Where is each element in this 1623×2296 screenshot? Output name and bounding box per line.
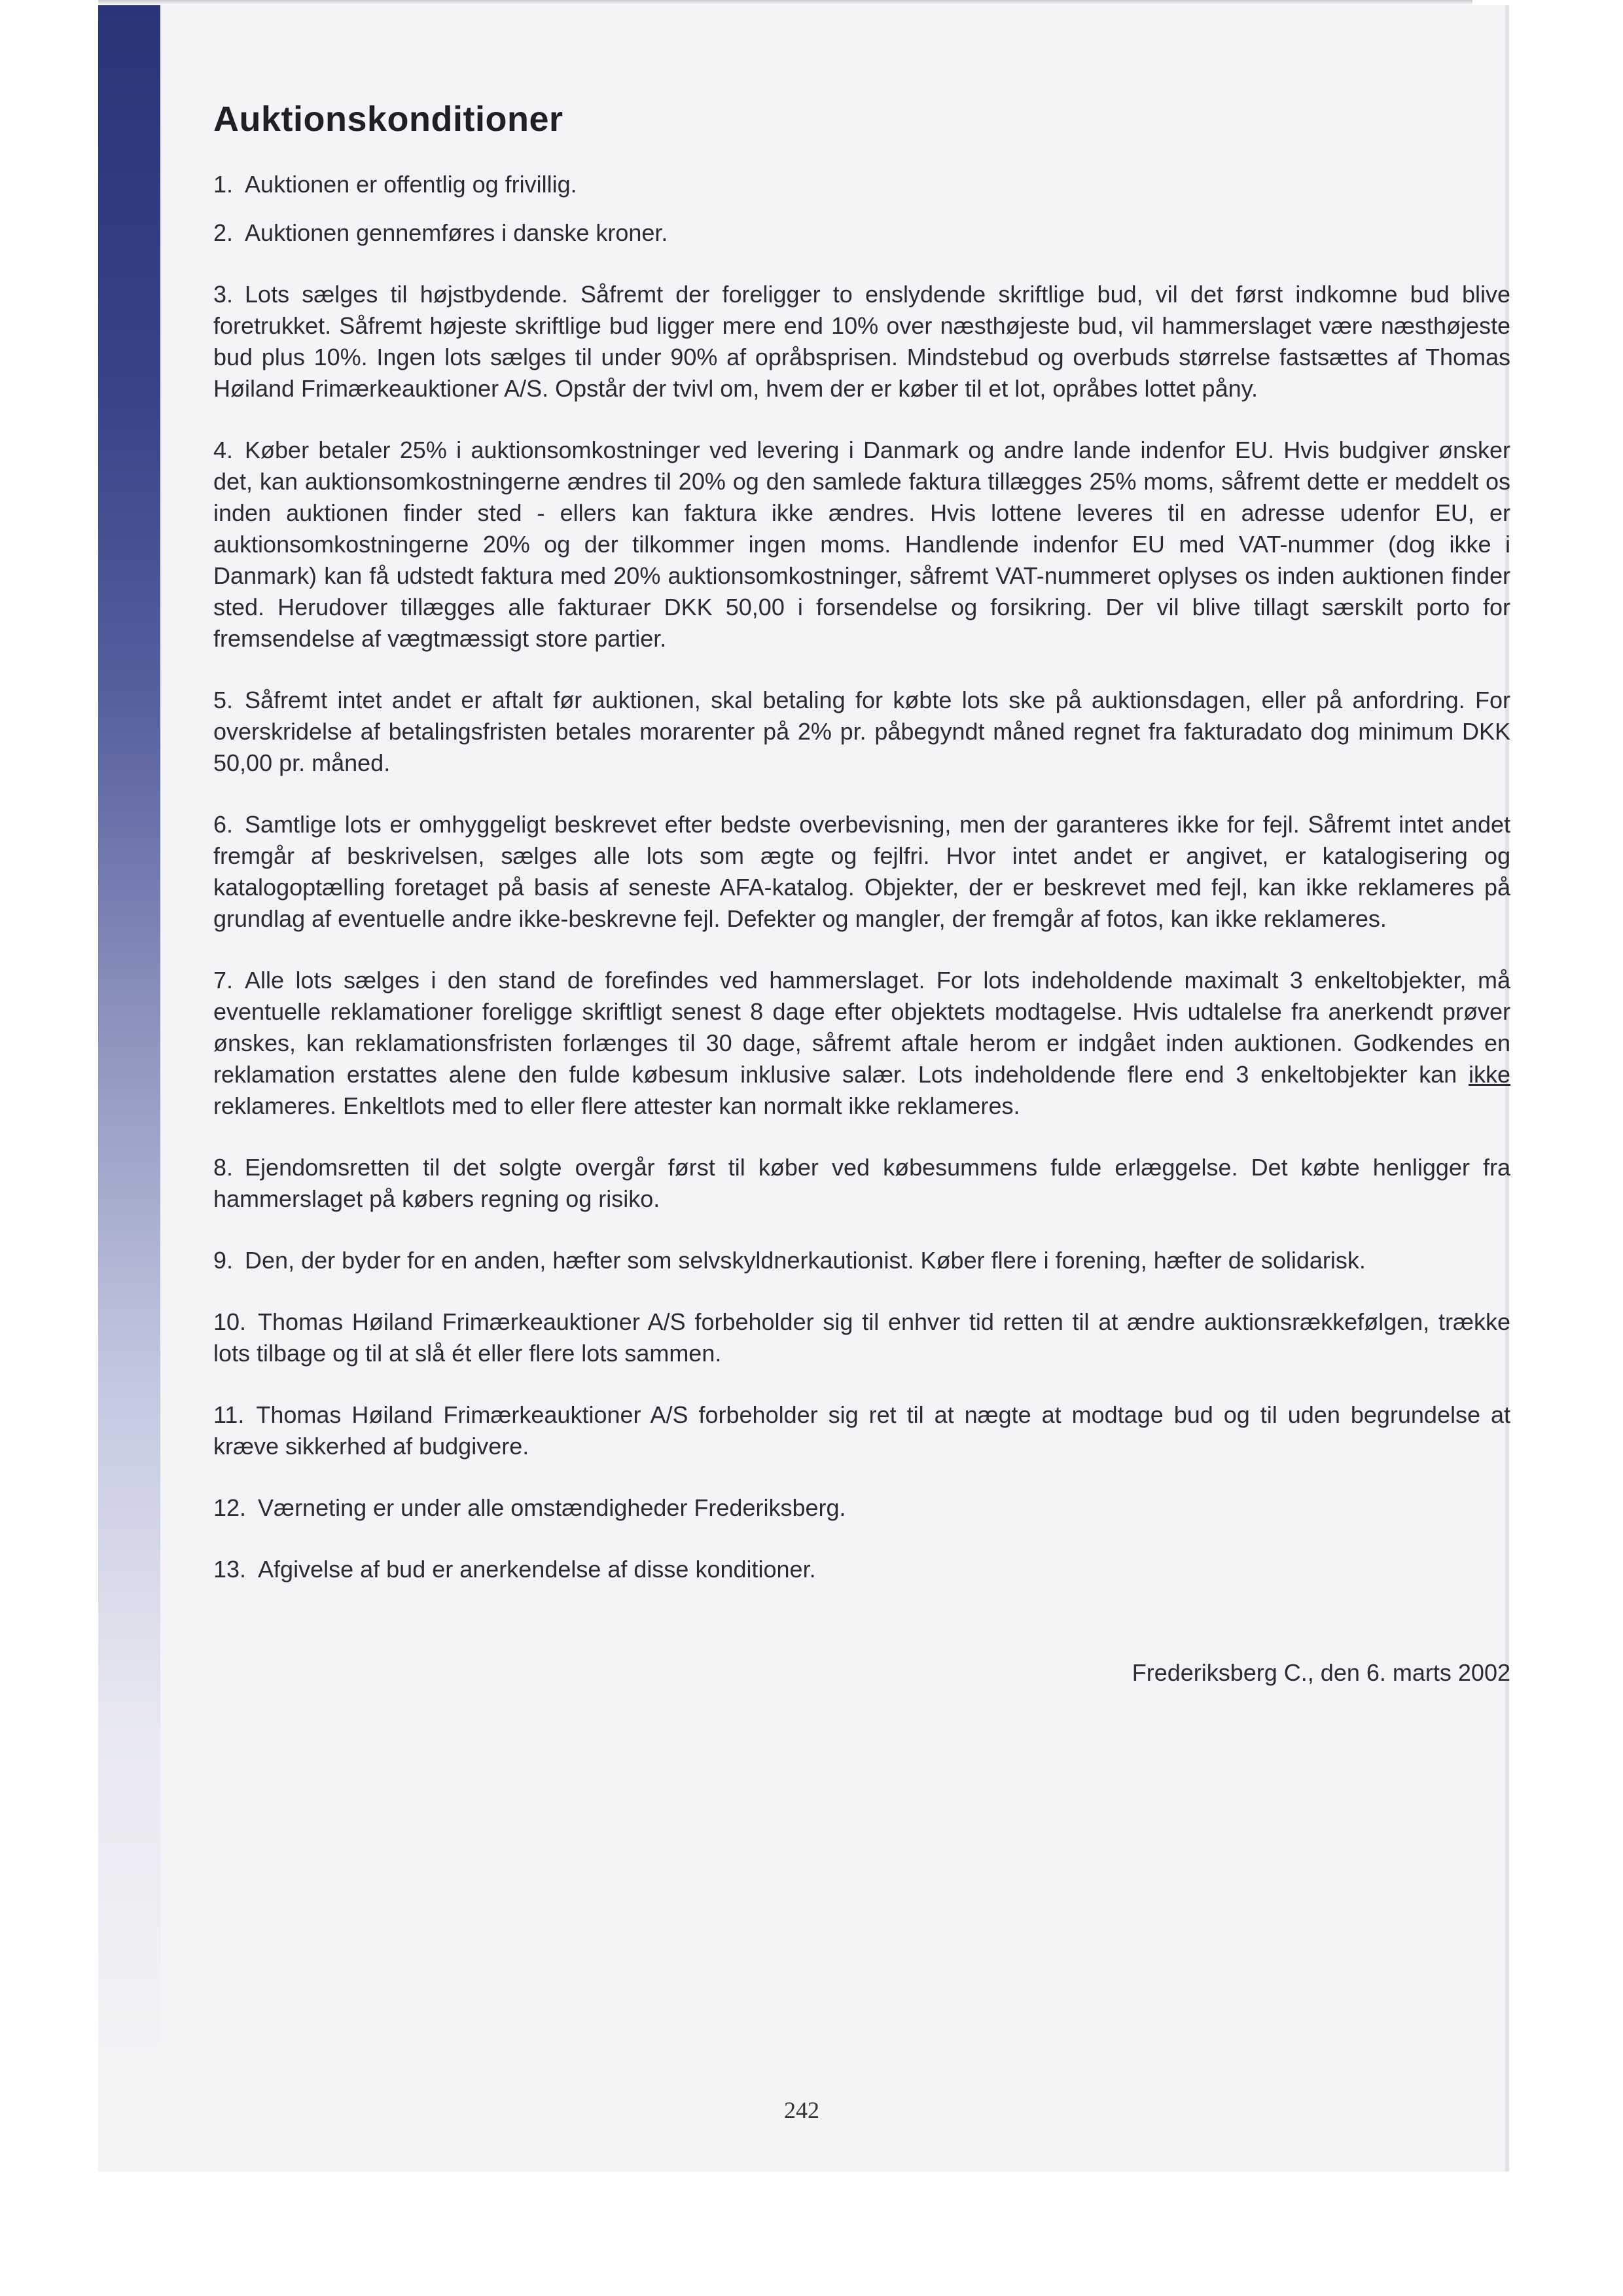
clause-text: Køber betaler 25% i auktionsomkostninger ved levering i Danmark og andre lande indenfor EU. Hvis budgiver ønsker det, kan auktionsomkostningerne ændres til 20% og den samlede faktura tillægges 25% moms, såfremt dette er meddelt os inden auktionen finder sted - ellers kan faktura ikke ændres. Hvis lottene leveres til en adresse udenfor EU, er auktionsomkostningerne 20% og der tilkommer ingen moms. Handlende indenfor EU med VAT-nummer (dog ikke i Danmark) kan få udstedt faktura med 20% auktionsomkostninger, såfremt VAT-nummeret oplyses os inden auktionen finder sted. Herudover tillægges alle fakturaer DKK 50,00 i forsendelse og forsikring. Der vil blive tillagt særskilt porto for fremsendelse af vægtmæssigt store partier. [213, 437, 1510, 652]
clause-3 [213, 279, 1510, 404]
clause-number: 9. [213, 1247, 234, 1274]
clause-number: 3. [213, 281, 234, 308]
clause-10 [213, 1306, 1510, 1369]
clause-text: Thomas Høiland Frimærkeauktioner A/S forbeholder sig til enhver tid retten til at ændre auktionsrækkefølgen, trække lots tilbage og til at slå ét eller flere lots sammen. [213, 1308, 1510, 1367]
clause-number: 2. [213, 219, 234, 246]
clause-number: 4. [213, 437, 234, 463]
page-content [213, 88, 1510, 1689]
place-date-line: Frederiksberg C., den 6. marts 2002 [1132, 1659, 1510, 1686]
clause-number: 10. [213, 1308, 247, 1335]
clause-4 [213, 435, 1510, 655]
clause-text: reklameres. Enkeltlots med to eller flere attester kan normalt ikke reklameres. [213, 1092, 1020, 1119]
page-number: 242 [784, 2097, 819, 2123]
clause-text-underlined: ikke [1468, 1061, 1510, 1088]
clause-number: 13. [213, 1556, 247, 1583]
clause-text: Værneting er under alle omstændigheder Frederiksberg. [258, 1494, 846, 1521]
clause-1 [213, 169, 1510, 200]
clause-13 [213, 1554, 1510, 1585]
clause-text: Lots sælges til højstbydende. Såfremt der foreligger to enslydende skriftlige bud, vil det først indkomne bud blive foretrukket. Såfremt højeste skriftlige bud ligger mere end 10% over næsthøjeste bud, vil hammerslaget være næsthøjeste bud plus 10%. Ingen lots sælges til under 90% af opråbsprisen. Mindstebud og overbuds størrelse fastsættes af Thomas Høiland Frimærkeauktioner A/S. Opstår der tvivl om, hvem der er køber til et lot, opråbes lottet påny. [213, 281, 1510, 402]
page-top-edge [98, 0, 1472, 5]
clause-text: Afgivelse af bud er anerkendelse af disse konditioner. [258, 1556, 816, 1583]
decorative-side-band [98, 5, 160, 2172]
clause-number: 7. [213, 967, 234, 994]
clause-9 [213, 1245, 1510, 1276]
clause-5 [213, 685, 1510, 779]
clause-number: 5. [213, 687, 234, 713]
clause-text: Den, der byder for en anden, hæfter som selvskyldnerkautionist. Køber flere i forening, hæfter de solidarisk. [245, 1247, 1366, 1274]
clause-text: Auktionen gennemføres i danske kroner. [245, 219, 668, 246]
clause-12 [213, 1492, 1510, 1524]
clause-7 [213, 965, 1510, 1122]
clause-number: 8. [213, 1154, 234, 1181]
clause-text: Ejendomsretten til det solgte overgår først til køber ved købesummens fulde erlæggelse. Det købte henligger fra hammerslaget på købers regning og risiko. [213, 1154, 1510, 1212]
clause-number: 1. [213, 171, 234, 198]
clause-8 [213, 1152, 1510, 1215]
clause-number: 6. [213, 811, 234, 838]
clause-text: Såfremt intet andet er aftalt før auktionen, skal betaling for købte lots ske på auktionsdagen, eller på anfordring. For overskridelse af betalingsfristen betales morarenter på 2% pr. påbegyndt måned regnet fra fakturadato dog minimum DKK 50,00 pr. måned. [213, 687, 1510, 776]
clause-6 [213, 809, 1510, 935]
clause-number: 11. [213, 1401, 245, 1428]
clause-text: Auktionen er offentlig og frivillig. [245, 171, 577, 198]
page-title: Auktionskonditioner [213, 99, 563, 139]
clause-11 [213, 1399, 1510, 1462]
clause-2 [213, 217, 1510, 249]
clause-text: Samtlige lots er omhyggeligt beskrevet efter bedste overbevisning, men der garanteres ikke for fejl. Såfremt intet andet fremgår af beskrivelsen, sælges alle lots som ægte og fejlfri. Hvor intet andet er angivet, er katalogisering og katalogoptælling foretaget på basis af seneste AFA-katalog. Objekter, der er beskrevet med fejl, kan ikke reklameres på grundlag af eventuelle andre ikke-beskrevne fejl. Defekter og mangler, der fremgår af fotos, kan ikke reklameres. [213, 811, 1510, 932]
clause-number: 12. [213, 1494, 247, 1521]
document-page [98, 5, 1510, 2172]
clause-text: Thomas Høiland Frimærkeauktioner A/S forbeholder sig ret til at nægte at modtage bud og til uden begrundelse at kræve sikkerhed af budgivere. [213, 1401, 1510, 1460]
clause-text: Alle lots sælges i den stand de forefindes ved hammerslaget. For lots indeholdende maximalt 3 enkeltobjekter, må eventuelle reklamationer foreligge skriftligt senest 8 dage efter objektets modtagelse. Hvis udtalelse fra anerkendt prøver ønskes, kan reklamationsfristen forlænges til 30 dage, såfremt aftale herom er indgået inden auktionen. Godkendes en reklamation erstattes alene den fulde købesum inklusive salær. Lots indeholdende flere end 3 enkeltobjekter kan [213, 967, 1510, 1088]
